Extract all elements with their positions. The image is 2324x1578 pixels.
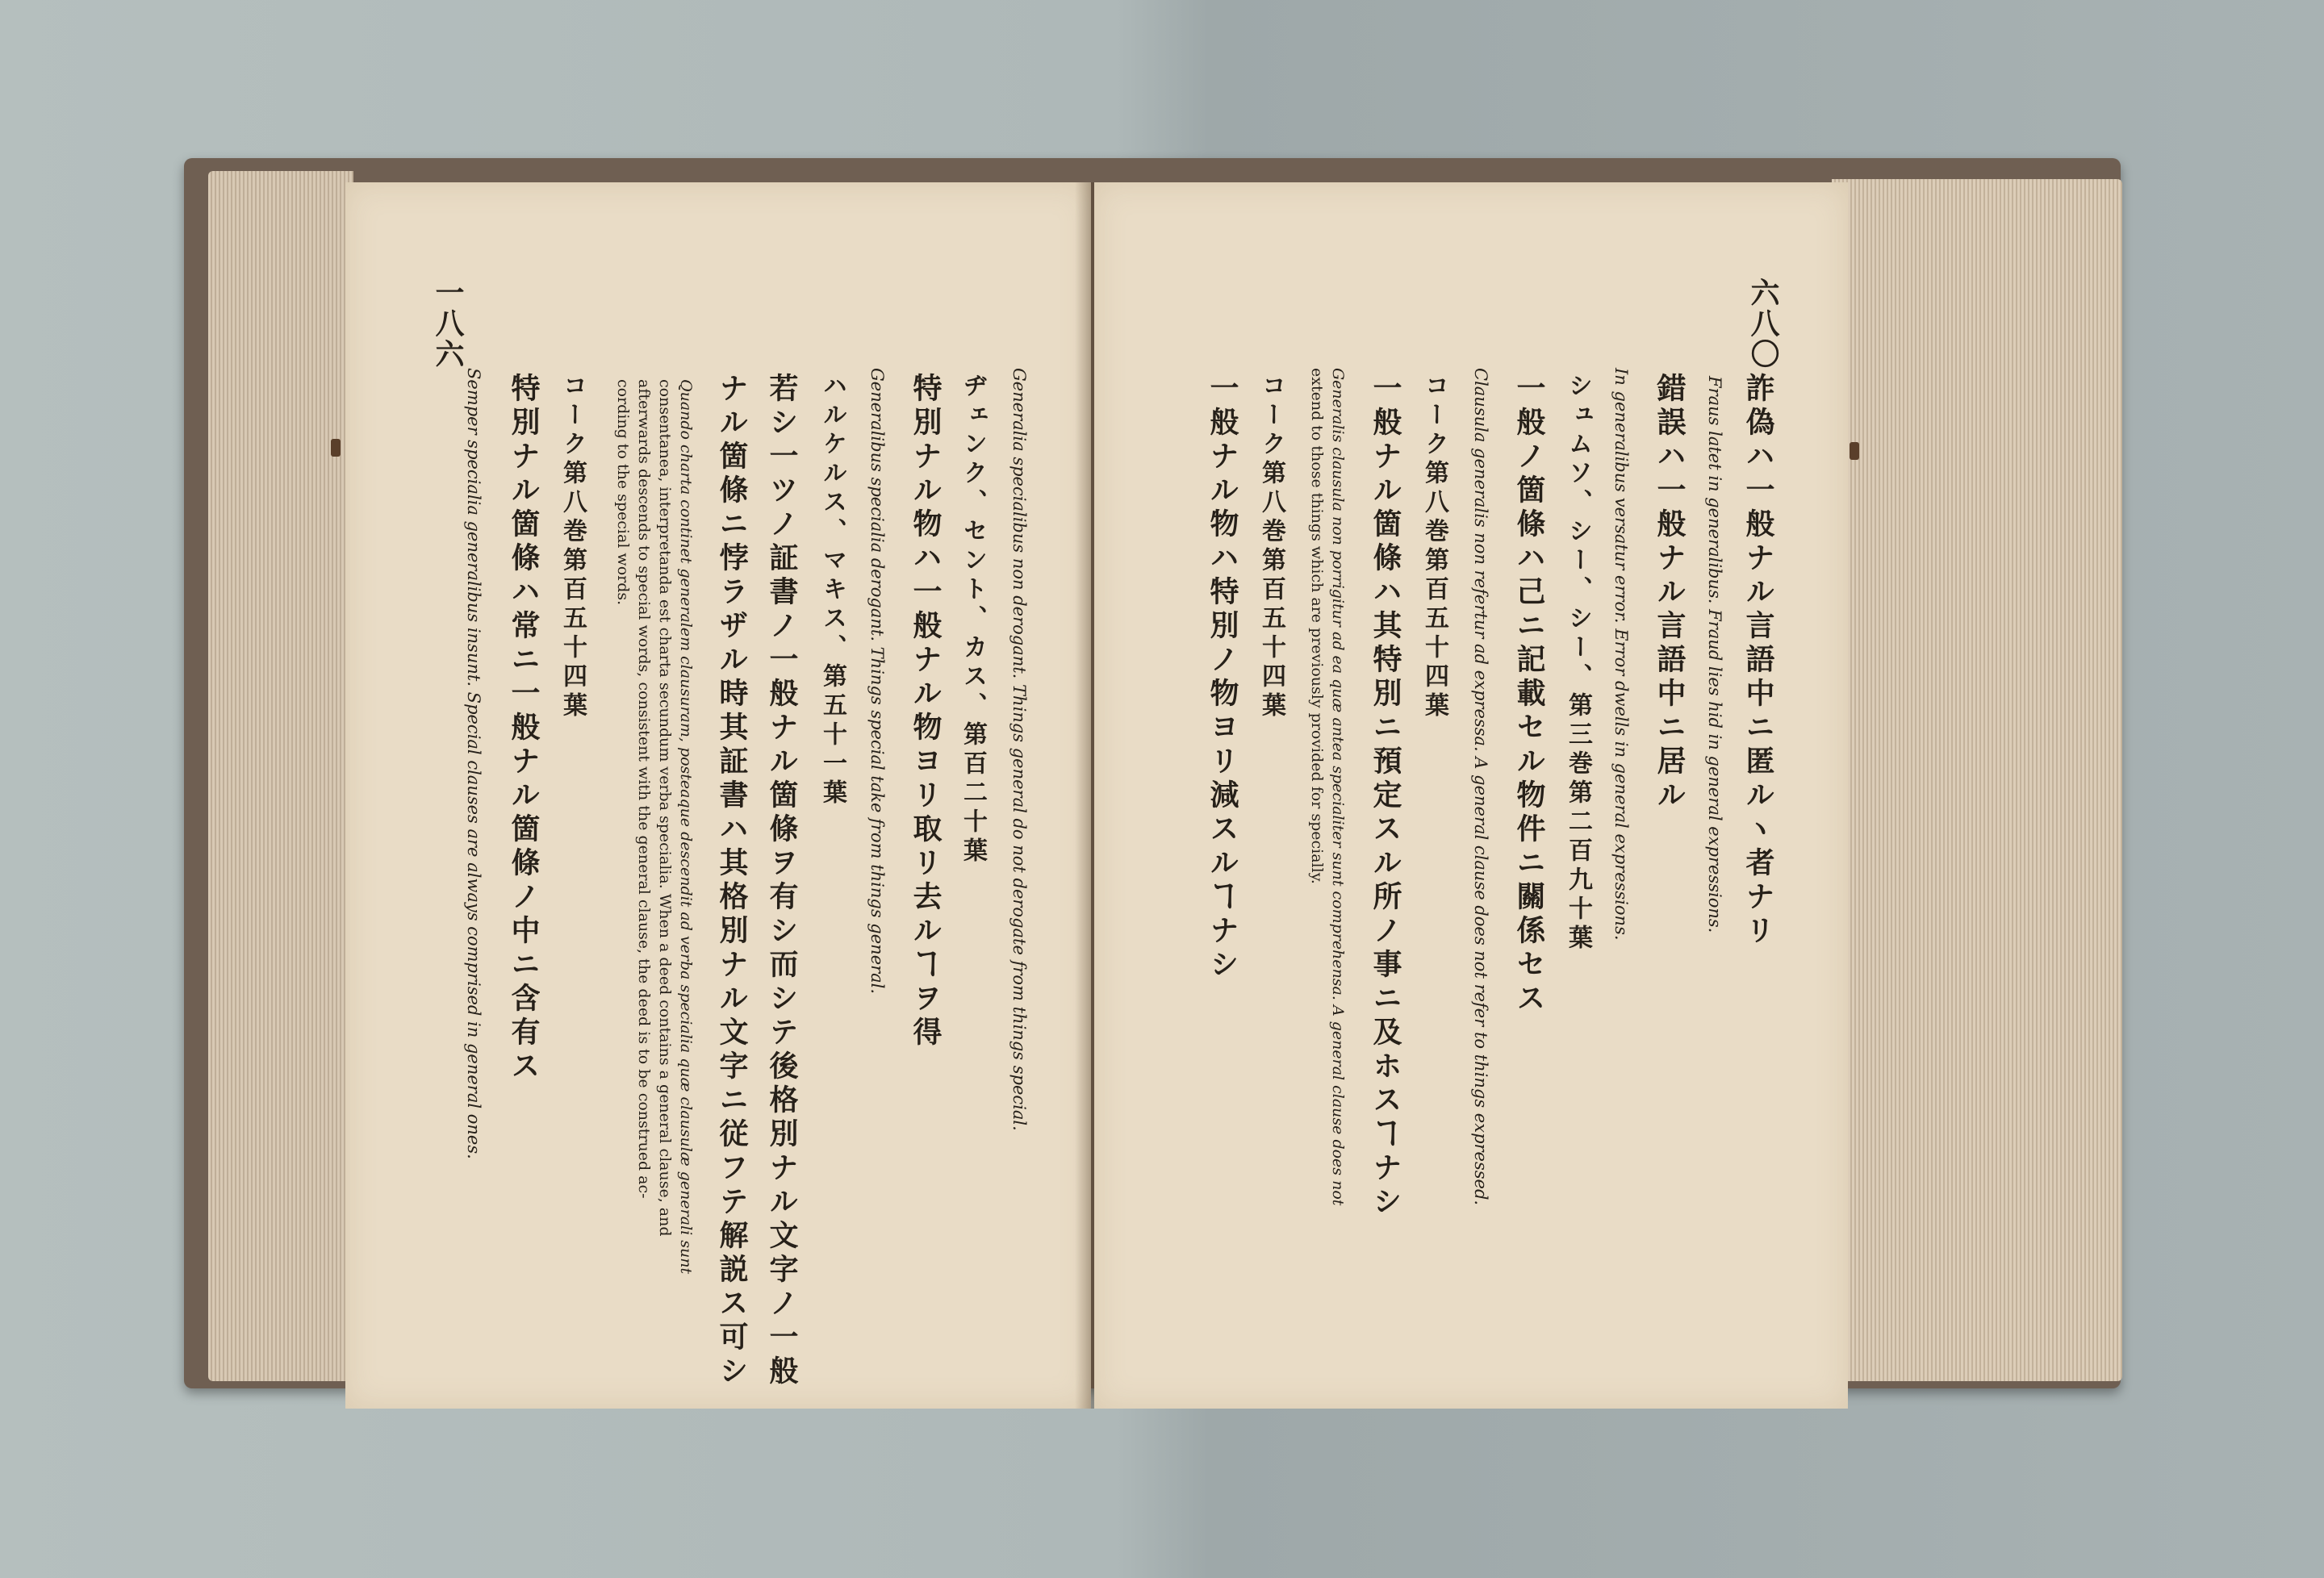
right-line-13: 一般ナル物ハ特別ノ物ヨリ減スルヿナシ — [1206, 373, 1239, 983]
right-line-7: Clausula generalis non refertur ad expressa. A general clause does not refer to things expressed. — [1471, 368, 1490, 1206]
left-line-14: Semper specialia generalibus insunt. Special clauses are always comprised in general ones. — [464, 368, 483, 1159]
page-marker — [331, 439, 341, 457]
right-line-9: 一般ナル箇條ハ其特別ニ預定スル所ノ事ニ及ホスヿナシ — [1369, 373, 1402, 1220]
right-line-8: コーク第八巻第百五十四葉 — [1420, 373, 1448, 721]
left-line-13: 特別ナル箇條ハ常ニ一般ナル箇條ノ中ニ含有ス — [507, 373, 540, 1084]
right-page-number: 六八〇 — [1746, 278, 1779, 369]
right-page — [1094, 182, 1848, 1409]
left-line-6: 若シ一ツノ証書ノ一般ナル箇條ヲ有シ而シテ後格別ナル文字ノ一般 — [765, 373, 798, 1389]
right-line-4: In generalibus versatur error. Error dwells in general expressions. — [1611, 368, 1631, 941]
right-line-11: extend to those things which are previously provided for specially. — [1308, 368, 1326, 884]
page-marker — [1850, 442, 1859, 460]
left-line-9: consentanea, interpretanda est charta secundum verba specialia. When a deed contains a general clause, and — [656, 379, 674, 1237]
left-line-1: Generalia specialibus non derogant. Things general do not derogate from things special. — [1009, 368, 1029, 1131]
left-line-3: 特別ナル物ハ一般ナル物ヨリ取リ去ルヿヲ得 — [909, 373, 942, 1050]
left-line-8: Quando charta continet generalem clausuram, posteaque descendit ad verba specialia quæ clausulæ generali sunt — [677, 379, 695, 1275]
left-page-number: 一八六 — [431, 278, 464, 369]
left-line-10: afterwards descends to special words, consistent with the general clause, the deed is to be construed ac- — [635, 379, 653, 1199]
left-page-stack — [208, 171, 353, 1381]
right-line-1: 詐偽ハ一般ナル言語中ニ匿ルヽ者ナリ — [1741, 373, 1774, 949]
right-line-6: 一般ノ箇條ハ己ニ記載セル物件ニ關係セス — [1512, 373, 1545, 1017]
left-line-4: Generalibus specialia derogant. Things special take from things general. — [867, 368, 887, 995]
right-line-10: Generalis clausula non porrigitur ad ea quæ antea specialiter sunt comprehensa. A general clause does not — [1329, 368, 1347, 1206]
left-page — [345, 182, 1091, 1409]
right-line-2: Fraus latet in generalibus. Fraud lies hid in general expressions. — [1705, 376, 1724, 933]
right-page-stack — [1832, 179, 2122, 1381]
left-line-5: ハルケルス、マキス、第五十一葉 — [818, 373, 846, 808]
left-line-7: ナル箇條ニ悖ラザル時其証書ハ其格別ナル文字ニ従フテ解説ス可シ — [715, 373, 748, 1389]
right-line-5: シュムソ、シー、シー、第三巻第二百九十葉 — [1564, 373, 1592, 954]
left-line-11: cording to the special words. — [614, 379, 632, 606]
left-line-2: ヂェンク、セント、カス、第百二十葉 — [959, 373, 987, 866]
right-line-3: 錯誤ハ一般ナル言語中ニ居ル — [1653, 373, 1686, 813]
right-line-12: コーク第八巻第百五十四葉 — [1257, 373, 1285, 721]
left-line-12: コーク第八巻第百五十四葉 — [558, 373, 587, 721]
